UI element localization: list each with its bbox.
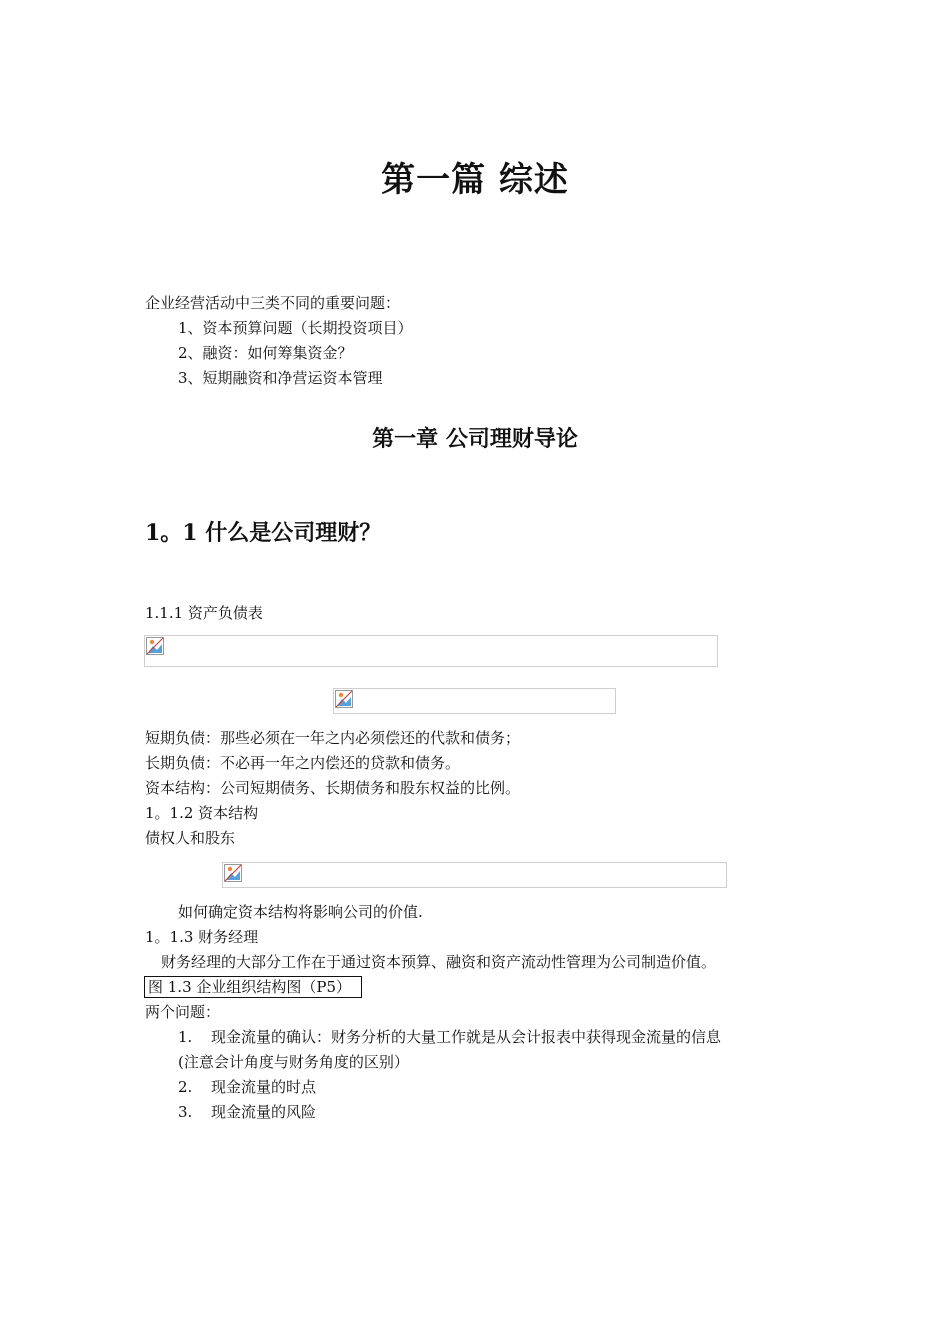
balance-sheet-image	[144, 635, 718, 667]
chapter-title: 第一章 公司理财导论	[372, 426, 578, 452]
question-text: 现金流量的确认：财务分析的大量工作就是从会计报表中获得现金流量的信息	[211, 1028, 722, 1046]
definition-capital-structure: 资本结构：公司短期债务、长期债务和股东权益的比例。	[145, 779, 521, 797]
part-title: 第一篇 综述	[381, 160, 569, 200]
balance-sheet-image-2	[333, 688, 616, 714]
intro-item-1: 1、资本预算问题（长期投资项目）	[178, 319, 413, 337]
broken-image-icon	[335, 690, 353, 708]
intro-item-3: 3、短期融资和净营运资本管理	[178, 369, 383, 387]
subsection-heading: 1。1.2 资本结构	[145, 804, 259, 822]
definition-short-term: 短期负债：那些必须在一年之内必须偿还的代款和债务；	[145, 729, 521, 747]
definition-long-term: 长期负债：不必再一年之内偿还的贷款和债务。	[145, 754, 461, 772]
question-number: 1.	[178, 1028, 193, 1046]
broken-image-icon	[146, 637, 164, 655]
question-number: 3.	[178, 1103, 193, 1121]
capital-structure-image	[222, 862, 727, 888]
section-title: 1。1 什么是公司理财？	[145, 520, 382, 546]
broken-image-icon	[224, 864, 242, 882]
intro-heading: 企业经营活动中三类不同的重要问题：	[145, 294, 401, 312]
subsection-heading: 1.1.1 资产负债表	[145, 604, 263, 622]
two-questions-heading: 两个问题：	[145, 1003, 221, 1021]
figure-caption: 图 1.3 企业组织结构图（P5）	[144, 976, 362, 998]
question-text: 现金流量的风险	[211, 1103, 317, 1121]
subsection-heading: 1。1.3 财务经理	[145, 928, 259, 946]
question-text: 现金流量的时点	[211, 1078, 317, 1096]
manager-line: 财务经理的大部分工作在于通过资本预算、融资和资产流动性管理为公司制造价值。	[161, 953, 717, 971]
question-number: 2.	[178, 1078, 193, 1096]
creditors-line: 债权人和股东	[145, 829, 236, 847]
intro-item-2: 2、融资：如何筹集资金？	[178, 344, 353, 362]
value-line: 如何确定资本结构将影响公司的价值.	[178, 903, 423, 921]
question-text-continued: (注意会计角度与财务角度的区别）	[178, 1053, 409, 1071]
